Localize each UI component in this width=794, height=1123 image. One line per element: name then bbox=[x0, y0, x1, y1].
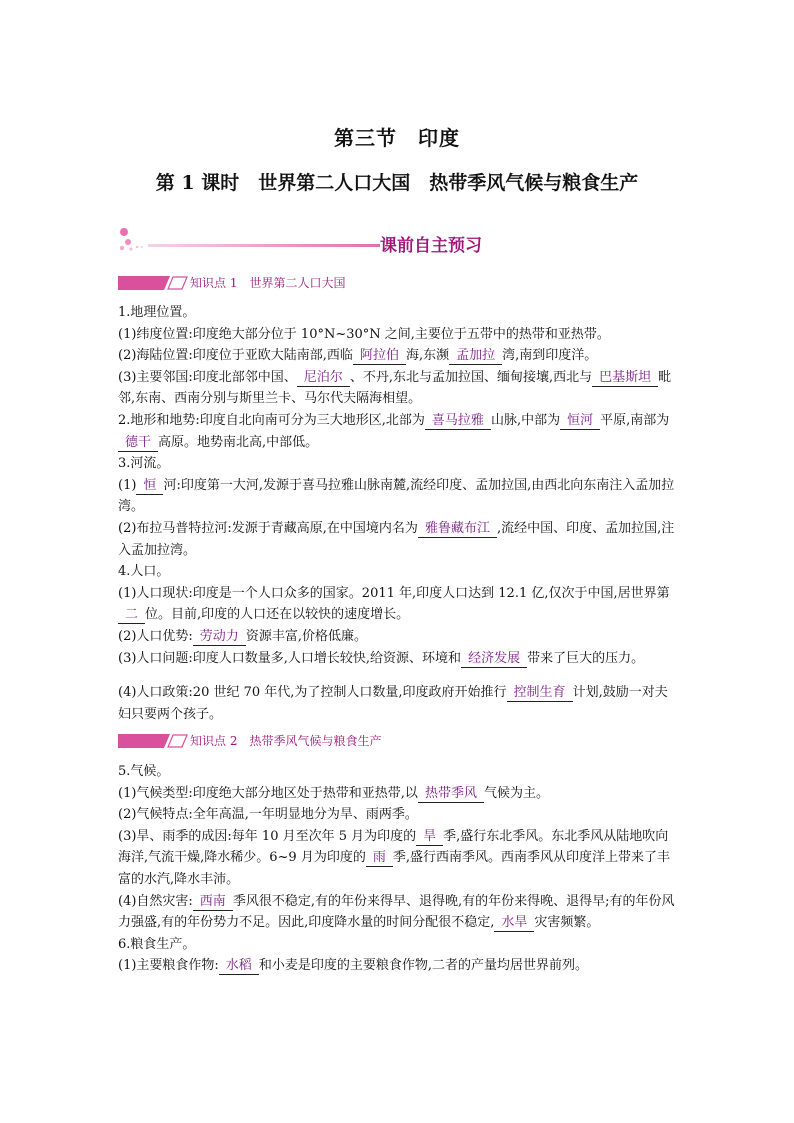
text-span: 3.河流。 bbox=[118, 456, 170, 472]
knowledge-point-2-content bbox=[118, 761, 680, 977]
text-span: ,流经中国、印度、孟加拉国,注入孟加拉湾。 bbox=[118, 520, 675, 558]
text-span: 高原。地势南北高,中部低。 bbox=[158, 434, 319, 450]
text-span: (2)人口优势: bbox=[118, 628, 193, 644]
answer-blank: 德干 bbox=[118, 434, 158, 452]
decorative-dots-icon bbox=[118, 226, 150, 258]
text-span: 6.粮食生产。 bbox=[118, 936, 196, 952]
text-line bbox=[118, 955, 680, 977]
text-span: 带来了巨大的压力。 bbox=[527, 650, 645, 666]
text-span: 5.气候。 bbox=[118, 764, 170, 779]
text-span: (2)气候特点:全年高温,一年明显地分为旱、雨两季。 bbox=[118, 807, 418, 823]
answer-blank: 尼泊尔 bbox=[297, 369, 350, 387]
text-line bbox=[118, 682, 680, 725]
section-banner bbox=[118, 226, 482, 258]
text-span: (2)布拉马普特拉河:发源于青藏高原,在中国境内名为 bbox=[118, 520, 418, 536]
knowledge-point-1-header bbox=[118, 272, 518, 294]
answer-blank: 西南 bbox=[193, 893, 233, 911]
text-span: 季,盛行西南季风。西南季风从印度洋上带来了丰富的水汽,降水丰沛。 bbox=[118, 850, 670, 887]
answer-blank: 旱 bbox=[416, 828, 443, 846]
text-line bbox=[118, 891, 680, 934]
text-span: (2)海陆位置:印度位于亚欧大陆南部,西临 bbox=[118, 348, 353, 364]
answer-blank: 喜马拉雅 bbox=[425, 412, 491, 430]
answer-blank: 控制生育 bbox=[507, 684, 573, 702]
text-span: 河:印度第一大河,发源于喜马拉雅山脉南麓,流经印度、孟加拉国,由西北向东南注入孟加拉湾。 bbox=[118, 477, 675, 515]
knowledge-point-2-label: 知识点 2 热带季风气候与粮食生产 bbox=[190, 734, 382, 748]
text-span: 4.人口。 bbox=[118, 564, 170, 580]
text-line bbox=[118, 410, 680, 453]
answer-blank: 水旱 bbox=[494, 914, 534, 932]
answer-blank: 二 bbox=[118, 606, 145, 624]
text-span: 海,东濒 bbox=[405, 348, 450, 364]
knowledge-point-1-label: 知识点 1 世界第二人口大国 bbox=[190, 276, 346, 290]
knowledge-point-1-content bbox=[118, 302, 680, 725]
text-line bbox=[118, 648, 680, 670]
answer-blank: 恒河 bbox=[560, 412, 600, 430]
text-line bbox=[118, 324, 680, 346]
text-span: 季风很不稳定,有的年份来得早、退得晚,有的年份来得晚、退得早;有的年份风力强盛,有的年份势力不足。因此,印度降水量的时间分配很不稳定, bbox=[118, 893, 675, 931]
text-line bbox=[118, 583, 680, 626]
banner-line bbox=[148, 244, 380, 247]
text-span: (4)自然灾害: bbox=[118, 893, 193, 909]
text-span: 气候为主。 bbox=[483, 785, 549, 801]
text-span: 平原,南部为 bbox=[600, 412, 670, 428]
text-span: 山脉,中部为 bbox=[490, 412, 561, 428]
answer-blank: 热带季风 bbox=[418, 785, 484, 803]
answer-blank: 水稻 bbox=[219, 957, 259, 975]
answer-blank: 雨 bbox=[366, 849, 393, 867]
answer-blank: 经济发展 bbox=[461, 650, 527, 668]
text-line bbox=[118, 934, 680, 956]
text-line bbox=[118, 804, 680, 826]
text-line bbox=[118, 345, 680, 367]
knowledge-point-tag-icon bbox=[118, 276, 188, 290]
answer-blank: 孟加拉 bbox=[449, 347, 502, 365]
text-line bbox=[118, 826, 680, 891]
text-line bbox=[118, 783, 680, 805]
answer-blank: 劳动力 bbox=[193, 628, 246, 646]
text-line bbox=[118, 475, 680, 518]
text-span: 季,盛行东北季风。东北季风从陆地吹向海洋,气流干燥,降水稀少。6~9 月为印度的 bbox=[118, 828, 669, 866]
text-span: (4)人口政策:20 世纪 70 年代,为了控制人口数量,印度政府开始推行 bbox=[118, 685, 507, 701]
text-line bbox=[118, 453, 680, 475]
text-line bbox=[118, 302, 680, 324]
text-line bbox=[118, 626, 680, 648]
text-span: 1.地理位置。 bbox=[118, 305, 196, 320]
text-span: 和小麦是印度的主要粮食作物,二者的产量均居世界前列。 bbox=[258, 958, 588, 974]
text-span: 位。目前,印度的人口还在以较快的速度增长。 bbox=[145, 607, 410, 623]
text-span: 2.地形和地势:印度自北向南可分为三大地形区,北部为 bbox=[118, 412, 425, 428]
page-title: 第三节 印度 bbox=[334, 126, 460, 150]
text-line bbox=[118, 761, 680, 783]
lesson-subtitle: 第 1 课时 世界第二人口大国 热带季风气候与粮食生产 bbox=[155, 172, 639, 194]
text-span: 湾,南到印度洋。 bbox=[502, 348, 598, 364]
answer-blank: 巴基斯坦 bbox=[592, 369, 658, 387]
text-span: (1)纬度位置:印度绝大部分位于 10°N~30°N 之间,主要位于五带中的热带和亚热带。 bbox=[118, 326, 610, 342]
text-span: 、不丹,东北与孟加拉国、缅甸接壤,西北与 bbox=[349, 369, 593, 385]
text-span: (3)旱、雨季的成因:每年 10 月至次年 5 月为印度的 bbox=[118, 828, 417, 844]
text-span: (1)气候类型:印度绝大部分地区处于热带和亚热带,以 bbox=[118, 785, 418, 801]
text-span: (3)主要邻国:印度北部邻中国、 bbox=[118, 369, 297, 385]
answer-blank: 雅鲁藏布江 bbox=[418, 520, 497, 538]
text-line bbox=[118, 518, 680, 561]
text-line bbox=[118, 561, 680, 583]
text-span: (1)人口现状:印度是一个人口众多的国家。2011 年,印度人口达到 12.1 亿,仅次于中国,居世界第 bbox=[118, 585, 670, 601]
paragraph-gap bbox=[118, 669, 680, 682]
text-span: (1)主要粮食作物: bbox=[118, 958, 219, 974]
text-line bbox=[118, 367, 680, 410]
text-span: 毗邻,东南、西南分别与斯里兰卡、马尔代夫隔海相望。 bbox=[118, 369, 672, 407]
knowledge-point-tag-icon bbox=[118, 734, 188, 748]
answer-blank: 阿拉伯 bbox=[353, 347, 406, 365]
text-span: (3)人口问题:印度人口数量多,人口增长较快,给资源、环境和 bbox=[118, 650, 462, 666]
knowledge-point-2-header bbox=[118, 730, 518, 752]
section-banner-label: 课前自主预习 bbox=[380, 236, 482, 256]
answer-blank: 恒 bbox=[136, 477, 163, 495]
text-span: (1) bbox=[118, 477, 137, 493]
text-span: 资源丰富,价格低廉。 bbox=[245, 628, 367, 644]
text-span: 计划,鼓励一对夫妇只要两个孩子。 bbox=[118, 685, 668, 722]
text-span: 灾害频繁。 bbox=[534, 915, 600, 931]
